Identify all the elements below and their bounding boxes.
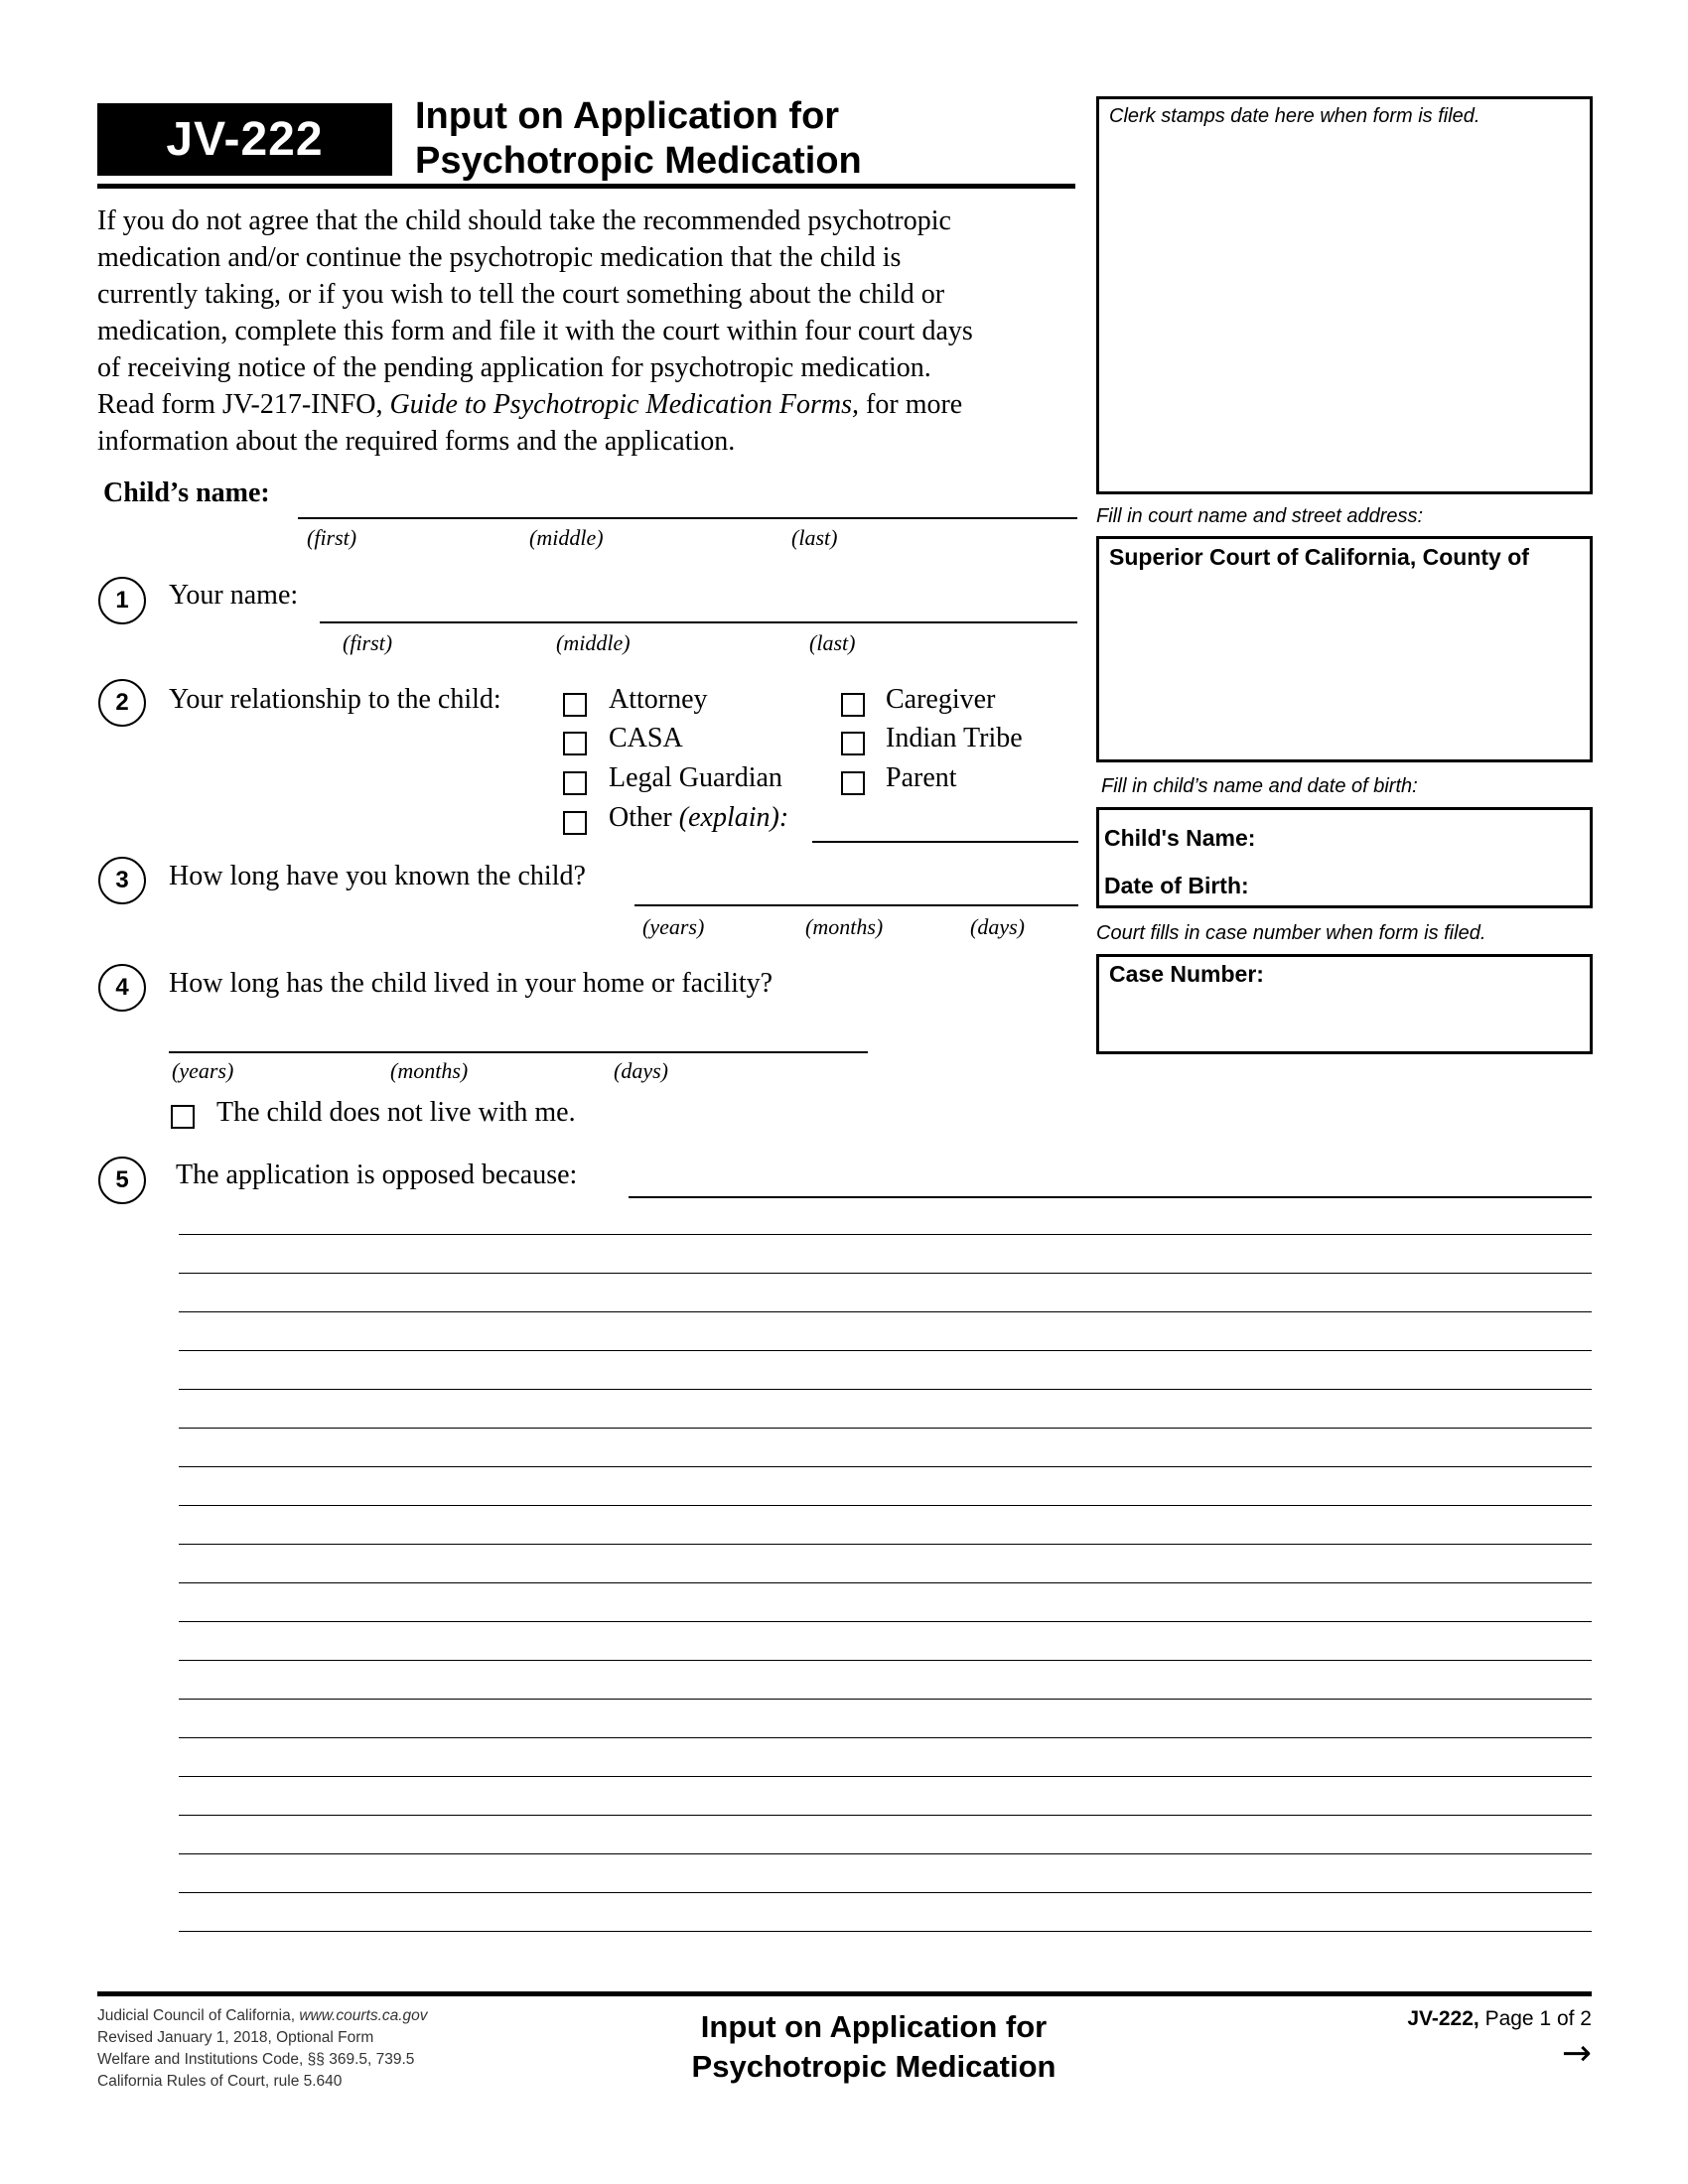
item-number-2: 2 [98,679,146,727]
indian-tribe-label: Indian Tribe [886,723,1023,753]
lived-home-label: How long has the child lived in your home or facility? [169,968,774,999]
relationship-label: Your relationship to the child: [169,684,501,715]
opposed-line[interactable] [179,1389,1592,1390]
intro-paragraph [97,203,1075,460]
legal-guardian-label: Legal Guardian [609,762,782,793]
intro-line: currently taking, or if you wish to tell the court something about the child or [97,279,945,310]
next-page-arrow-icon: → [1561,2033,1592,2074]
opposed-line[interactable] [179,1853,1592,1854]
opposed-line[interactable] [179,1776,1592,1777]
case-number-box[interactable] [1096,954,1593,1054]
attorney-checkbox[interactable] [563,693,587,717]
known-days-hint: (days) [970,914,1025,939]
form-title-line2: Psychotropic Medication [415,140,862,182]
casa-label: CASA [609,723,683,753]
opposed-line[interactable] [179,1466,1592,1467]
your-name-field[interactable] [320,621,1077,623]
opposed-line[interactable] [179,1737,1592,1738]
your-name-middle-hint: (middle) [556,630,631,655]
footer-line: California Rules of Court, rule 5.640 [97,2073,343,2090]
opposed-line[interactable] [179,1621,1592,1622]
footer-title-line1: Input on Application for [700,2009,1048,2044]
intro-line: medication, complete this form and file it with the court within four court days [97,316,973,346]
item-number-3: 3 [98,857,146,904]
intro-line: If you do not agree that the child should take the recommended psychotropic [97,205,951,236]
opposed-line[interactable] [179,1582,1592,1583]
court-label: Superior Court of California, County of [1109,544,1529,570]
child-name-middle-hint: (middle) [529,525,604,550]
lived-home-field[interactable] [169,1051,868,1053]
other-explain-field[interactable] [812,841,1078,843]
other-text: Other [609,802,679,833]
intro-read-prefix: Read form JV-217-INFO, [97,389,390,420]
lived-days-hint: (days) [614,1058,668,1083]
footer-rule [97,1991,1592,1996]
clerk-stamp-box[interactable] [1096,96,1593,494]
known-child-field[interactable] [634,904,1078,906]
opposed-line[interactable] [179,1428,1592,1429]
opposed-line[interactable] [179,1273,1592,1274]
your-name-first-hint: (first) [343,630,393,655]
other-explain-text: (explain): [678,802,789,833]
form-number: JV-222 [166,113,324,166]
footer-page-number [1407,2007,1592,2031]
opposed-line[interactable] [179,1350,1592,1351]
your-name-last-hint: (last) [809,630,856,655]
court-caption: Fill in court name and street address: [1096,505,1424,527]
case-caption: Court fills in case number when form is filed. [1096,922,1486,944]
legal-guardian-checkbox[interactable] [563,771,587,795]
intro-line [97,386,1075,423]
header-rule [97,184,1075,189]
child-name-label-main: Child’s name: [103,478,270,508]
other-checkbox[interactable] [563,811,587,835]
opposed-line[interactable] [179,1544,1592,1545]
form-title-line1: Input on Application for [415,95,840,137]
other-label [609,802,788,834]
known-months-hint: (months) [805,914,884,939]
lived-months-hint: (months) [390,1058,469,1083]
footer-line: Welfare and Institutions Code, §§ 369.5, 739.5 [97,2051,415,2068]
case-number-label: Case Number: [1109,961,1264,987]
intro-read-suffix: for more [859,389,963,420]
not-live-checkbox[interactable] [171,1105,195,1129]
opposed-field-line[interactable] [629,1196,1592,1198]
child-name-field[interactable] [298,517,1077,519]
opposed-line[interactable] [179,1660,1592,1661]
footer-title-line2: Psychotropic Medication [691,2049,1056,2084]
opposed-line[interactable] [179,1234,1592,1235]
opposed-line[interactable] [179,1892,1592,1893]
item-number-4: 4 [98,964,146,1012]
dob-label: Date of Birth: [1104,873,1249,898]
opposed-line[interactable] [179,1931,1592,1932]
not-live-label: The child does not live with me. [216,1097,576,1128]
footer-line [97,2005,428,2027]
opposed-line[interactable] [179,1505,1592,1506]
footer-website-link[interactable]: www.courts.ca.gov [299,2007,428,2024]
child-name-last-hint: (last) [791,525,838,550]
caregiver-label: Caregiver [886,684,996,715]
casa-checkbox[interactable] [563,732,587,755]
known-years-hint: (years) [642,914,705,939]
footer-council: Judicial Council of California, [97,2007,300,2024]
intro-read-title: Guide to Psychotropic Medication Forms, [389,389,860,420]
child-name-first-hint: (first) [307,525,357,550]
parent-label: Parent [886,762,957,793]
parent-checkbox[interactable] [841,771,865,795]
indian-tribe-checkbox[interactable] [841,732,865,755]
footer-title [635,2007,1112,2087]
child-caption: Fill in child’s name and date of birth: [1101,775,1418,797]
your-name-label: Your name: [169,580,299,611]
intro-line: medication and/or continue the psychotropic medication that the child is [97,242,902,273]
known-child-label: How long have you known the child? [169,861,586,891]
clerk-stamp-caption: Clerk stamps date here when form is filed. [1109,105,1480,127]
attorney-label: Attorney [609,684,708,715]
opposed-label: The application is opposed because: [176,1160,578,1190]
opposed-line[interactable] [179,1311,1592,1312]
opposed-line[interactable] [179,1815,1592,1816]
footer-page-label: Page 1 of 2 [1478,2007,1592,2030]
opposed-line[interactable] [179,1699,1592,1700]
intro-line: of receiving notice of the pending application for psychotropic medication. [97,352,931,383]
footer-line: Revised January 1, 2018, Optional Form [97,2029,374,2046]
form-number-box [97,103,392,176]
item-number-5: 5 [98,1157,146,1204]
footer-form-number: JV-222, [1407,2007,1479,2030]
form-title [415,94,1070,184]
lived-years-hint: (years) [172,1058,234,1083]
footer-citation [97,2005,428,2093]
child-info-box[interactable] [1096,807,1593,908]
court-name-box[interactable] [1096,536,1593,762]
caregiver-checkbox[interactable] [841,693,865,717]
child-name-label: Child's Name: [1104,825,1256,851]
item-number-1: 1 [98,577,146,624]
intro-line: information about the required forms and the application. [97,426,736,457]
